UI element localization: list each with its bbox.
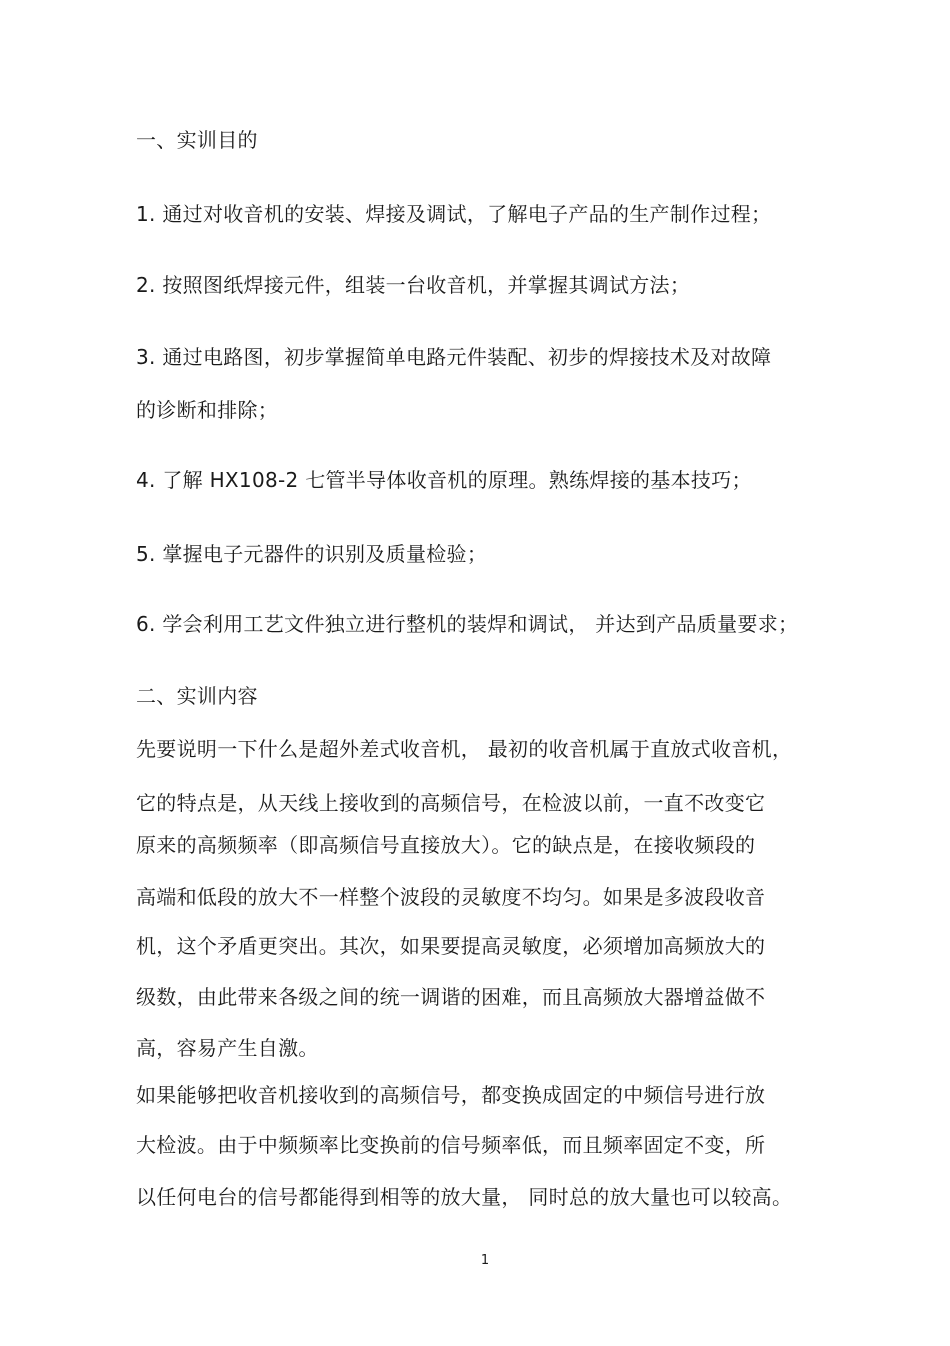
- objective-item-3-continued: 的诊断和排除；: [136, 398, 279, 422]
- paragraph-1-line-5: 机，这个矛盾更突出。其次，如果要提高灵敏度，必须增加高频放大的: [136, 934, 766, 958]
- paragraph-1-line-1: 先要说明一下什么是超外差式收音机， 最初的收音机属于直放式收音机，: [136, 737, 793, 761]
- objective-item-1: 1. 通过对收音机的安装、焊接及调试，了解电子产品的生产制作过程；: [136, 202, 772, 226]
- objective-item-5: 5. 掌握电子元器件的识别及质量检验；: [136, 542, 488, 566]
- paragraph-1-line-6: 级数，由此带来各级之间的统一调谐的困难，而且高频放大器增益做不: [136, 985, 766, 1009]
- paragraph-2-line-2: 大检波。由于中频频率比变换前的信号频率低，而且频率固定不变，所: [136, 1133, 766, 1157]
- paragraph-1-line-2: 它的特点是，从天线上接收到的高频信号，在检波以前，一直不改变它: [136, 791, 766, 815]
- paragraph-1-line-3: 原来的高频频率（即高频信号直接放大）。它的缺点是，在接收频段的: [136, 833, 756, 857]
- paragraph-1-line-7: 高，容易产生自激。: [136, 1036, 319, 1060]
- objective-item-4: 4. 了解 HX108-2 七管半导体收音机的原理。熟练焊接的基本技巧；: [136, 468, 752, 492]
- page-number: 1: [480, 1253, 490, 1268]
- paragraph-2-line-3: 以任何电台的信号都能得到相等的放大量， 同时总的放大量也可以较高。: [136, 1185, 793, 1209]
- paragraph-2-line-1: 如果能够把收音机接收到的高频信号，都变换成固定的中频信号进行放: [136, 1083, 766, 1107]
- section-heading-objectives: 一、实训目的: [136, 128, 258, 152]
- objective-item-2: 2. 按照图纸焊接元件，组装一台收音机，并掌握其调试方法；: [136, 273, 691, 297]
- section-heading-content: 二、实训内容: [136, 684, 258, 708]
- objective-item-3: 3. 通过电路图，初步掌握简单电路元件装配、初步的焊接技术及对故障: [136, 345, 772, 369]
- paragraph-1-line-4: 高端和低段的放大不一样整个波段的灵敏度不均匀。如果是多波段收音: [136, 885, 766, 909]
- objective-item-6: 6. 学会利用工艺文件独立进行整机的装焊和调试， 并达到产品质量要求；: [136, 612, 799, 636]
